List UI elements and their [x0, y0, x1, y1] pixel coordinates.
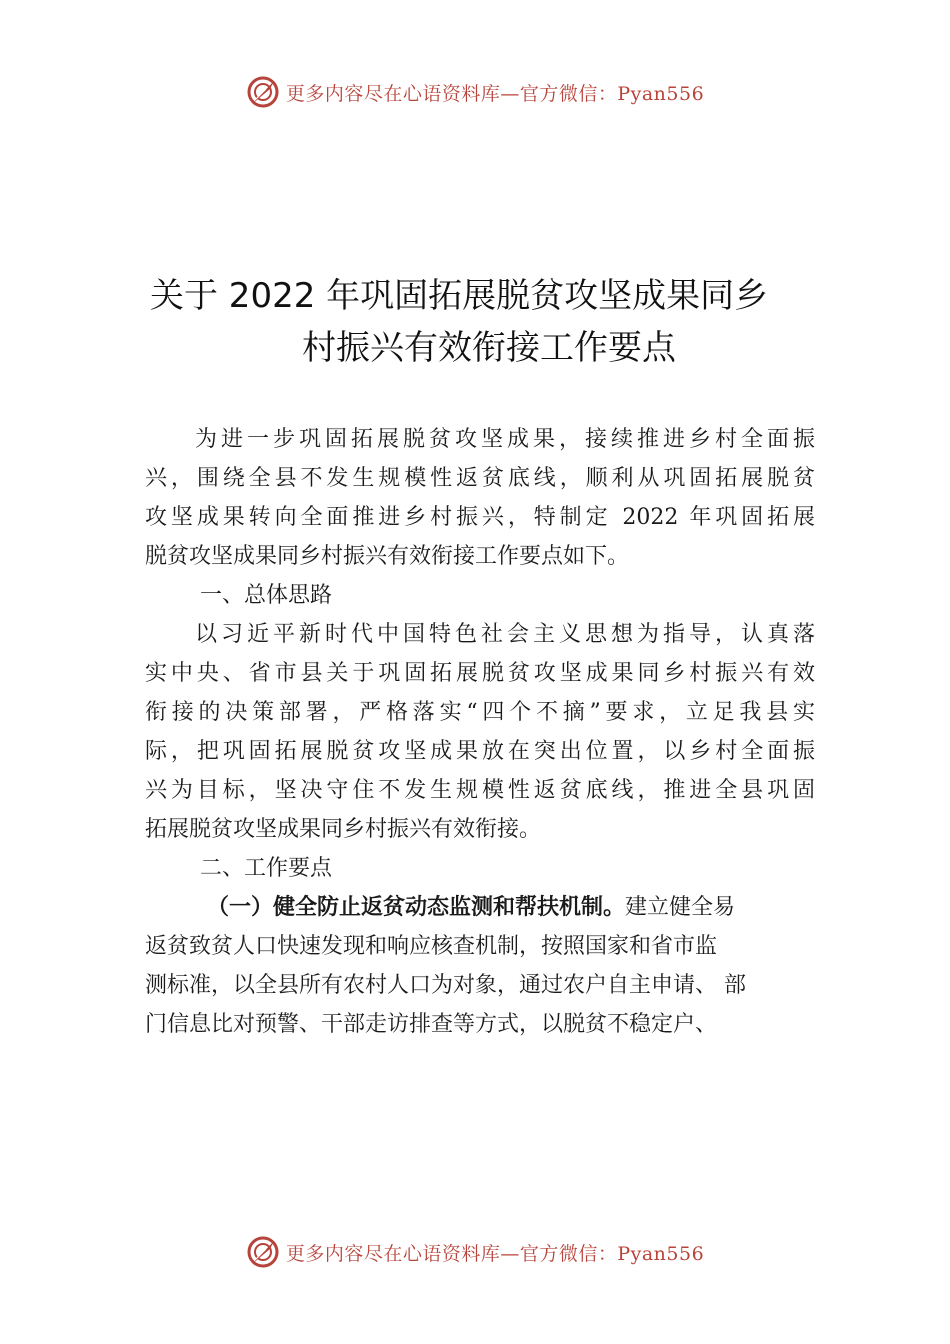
watermark-text: 更多内容尽在心语资料库—官方微信：Pyan556: [285, 1242, 705, 1265]
section-heading-2: 二、工作要点: [200, 856, 333, 881]
paragraph-2-line: 兴为目标，坚决守住不发生规模性返贫底线，推进全县巩固: [145, 778, 815, 803]
subsection-heading-1: （一）健全防止返贫动态监测和帮扶机制。: [207, 895, 626, 920]
paragraph-2-line: 衔接的决策部署，严格落实“四个不摘”要求，立足我县实: [145, 700, 815, 725]
document-body: [145, 420, 815, 1044]
paragraph-3-line: 测标准，以全县所有农村人口为对象，通过农户自主申请、 部: [145, 973, 746, 998]
quill-circle-logo-icon: [246, 75, 280, 109]
title-line-1: 关于 2022 年巩固拓展脱贫攻坚成果同乡: [150, 276, 769, 316]
paragraph-1-line: 攻坚成果转向全面推进乡村振兴，特制定 2022 年巩固拓展: [145, 505, 815, 530]
paragraph-2-line: 以习近平新时代中国特色社会主义思想为指导，认真落: [195, 622, 815, 647]
paragraph-2-line: 实中央、省市县关于巩固拓展脱贫攻坚成果同乡村振兴有效: [145, 661, 815, 686]
paragraph-3-line: 门信息比对预警、干部走访排查等方式，以脱贫不稳定户、: [145, 1012, 718, 1037]
paragraph-3-line: 返贫致贫人口快速发现和响应核查机制，按照国家和省市监: [145, 934, 718, 959]
title-line-2: 村振兴有效衔接工作要点: [302, 328, 676, 368]
header-watermark: [0, 72, 950, 112]
paragraph-3-first-rest: 建立健全易: [625, 895, 736, 920]
paragraph-2-line: 拓展脱贫攻坚成果同乡村振兴有效衔接。: [145, 817, 542, 842]
footer-watermark: [0, 1232, 950, 1272]
quill-circle-logo-icon: [246, 1235, 280, 1269]
paragraph-1-line: 脱贫攻坚成果同乡村振兴有效衔接工作要点如下。: [145, 544, 630, 569]
watermark-text: 更多内容尽在心语资料库—官方微信：Pyan556: [285, 82, 705, 105]
section-heading-1: 一、总体思路: [200, 583, 333, 608]
paragraph-2-line: 际，把巩固拓展脱贫攻坚成果放在突出位置，以乡村全面振: [145, 739, 815, 764]
paragraph-1-line: 兴，围绕全县不发生规模性返贫底线，顺利从巩固拓展脱贫: [145, 466, 815, 491]
paragraph-1-line: 为进一步巩固拓展脱贫攻坚成果，接续推进乡村全面振: [195, 427, 815, 452]
paragraph-3-first-line: [145, 888, 815, 927]
